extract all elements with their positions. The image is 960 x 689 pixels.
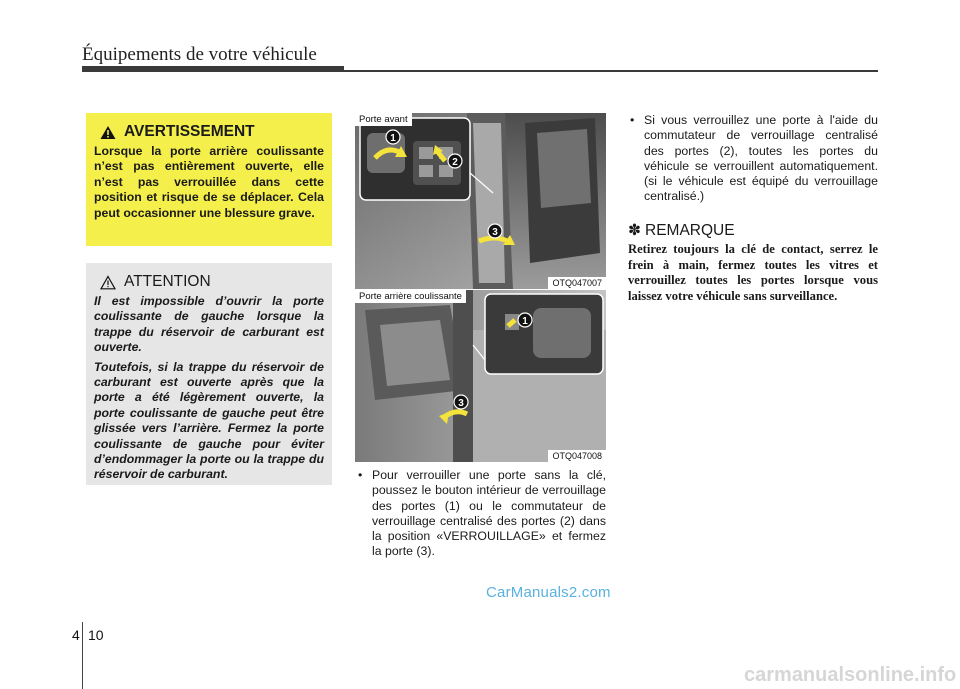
caution-paragraph-2: Toutefois, si la trappe du réservoir de carburant est ouverte après que la porte a été légèrement ouverte, la porte coulissante de gauche peut être glissée vers l’arrière. Fermez la porte coulissante de gauche pour éviter d’endommager la porte ou la trappe du réservoir de carburant. xyxy=(94,359,324,482)
rear-door-photo xyxy=(355,290,606,462)
note-heading xyxy=(628,221,735,240)
watermark-link[interactable]: CarManuals2.com xyxy=(486,584,611,601)
marker-1-icon xyxy=(386,130,400,144)
marker-1-label: 1 xyxy=(390,133,396,144)
caution-text xyxy=(94,294,324,483)
warning-text: Lorsque la porte arrière coulissante n’est pas entièrement ouverte, elle n’est pas verrouillée dans cette position et risque de se déplacer. Cela peut occasionner une blessure grave. xyxy=(94,144,324,220)
rear-door-illustration xyxy=(355,290,606,462)
warning-box xyxy=(86,113,332,246)
footer-chapter-number: 4 xyxy=(72,627,80,643)
warning-triangle-icon xyxy=(100,125,116,140)
caution-paragraph-1: Il est impossible d’ouvrir la porte coulissante de gauche lorsque la trappe du réservoir de carburant est ouverte. xyxy=(94,294,324,355)
lock-instruction-text: Pour verrouiller une porte sans la clé, poussez le bouton intérieur de verrouillage des portes (1) ou le commutateur de verrouillage centralisé des portes (2) dans la position «VERROUILLAGE» et fermez la porte (3). xyxy=(372,468,606,559)
bullet-dot: • xyxy=(358,468,363,482)
warning-heading xyxy=(100,123,324,141)
footer-page-number: 10 xyxy=(88,627,104,643)
header-rule-thick xyxy=(82,66,344,72)
front-door-illustration xyxy=(355,113,606,289)
note-star-icon: ✽ xyxy=(628,222,641,239)
caution-title: ATTENTION xyxy=(124,273,211,290)
note-text: Retirez toujours la clé de contact, serrez le frein à main, fermez toutes les vitres et verrouillez toutes les portes lorsque vous laissez votre véhicule sans surveillance. xyxy=(628,242,878,303)
lock-instruction-bullet xyxy=(356,468,606,560)
caution-box xyxy=(86,263,332,485)
caution-triangle-icon xyxy=(100,275,116,290)
front-door-photo xyxy=(355,113,606,289)
footer-separator xyxy=(82,622,83,689)
rear-door-label: Porte arrière coulissante xyxy=(355,290,466,303)
note-title: REMARQUE xyxy=(645,221,735,239)
rear-door-code: OTQ047008 xyxy=(548,450,606,462)
rear-marker-3-label: 3 xyxy=(458,398,464,409)
rear-marker-3-icon xyxy=(454,395,468,409)
marker-3-label: 3 xyxy=(492,227,498,238)
caution-heading xyxy=(100,273,324,291)
front-door-label: Porte avant xyxy=(355,113,412,126)
rear-marker-1-label: 1 xyxy=(522,316,528,327)
central-lock-bullet xyxy=(628,113,878,205)
bullet-dot: • xyxy=(630,113,635,127)
rear-marker-1-icon xyxy=(518,313,532,327)
central-lock-text: Si vous verrouillez une porte à l'aide du commutateur de verrouillage centralisé des portes (2), toutes les portes du véhicule se verrouillent automatiquement. (si le véhicule est équipé du verrouillage centralisé.) xyxy=(644,113,878,204)
page-header-title: Équipements de votre véhicule xyxy=(82,44,317,65)
watermark-bottom: carmanualsonline.info xyxy=(744,664,957,686)
marker-2-icon xyxy=(448,154,462,168)
header-rule-thin xyxy=(344,70,878,72)
marker-2-label: 2 xyxy=(452,157,458,168)
marker-3-icon xyxy=(488,224,502,238)
warning-title: AVERTISSEMENT xyxy=(124,123,255,140)
front-door-code: OTQ047007 xyxy=(548,277,606,289)
